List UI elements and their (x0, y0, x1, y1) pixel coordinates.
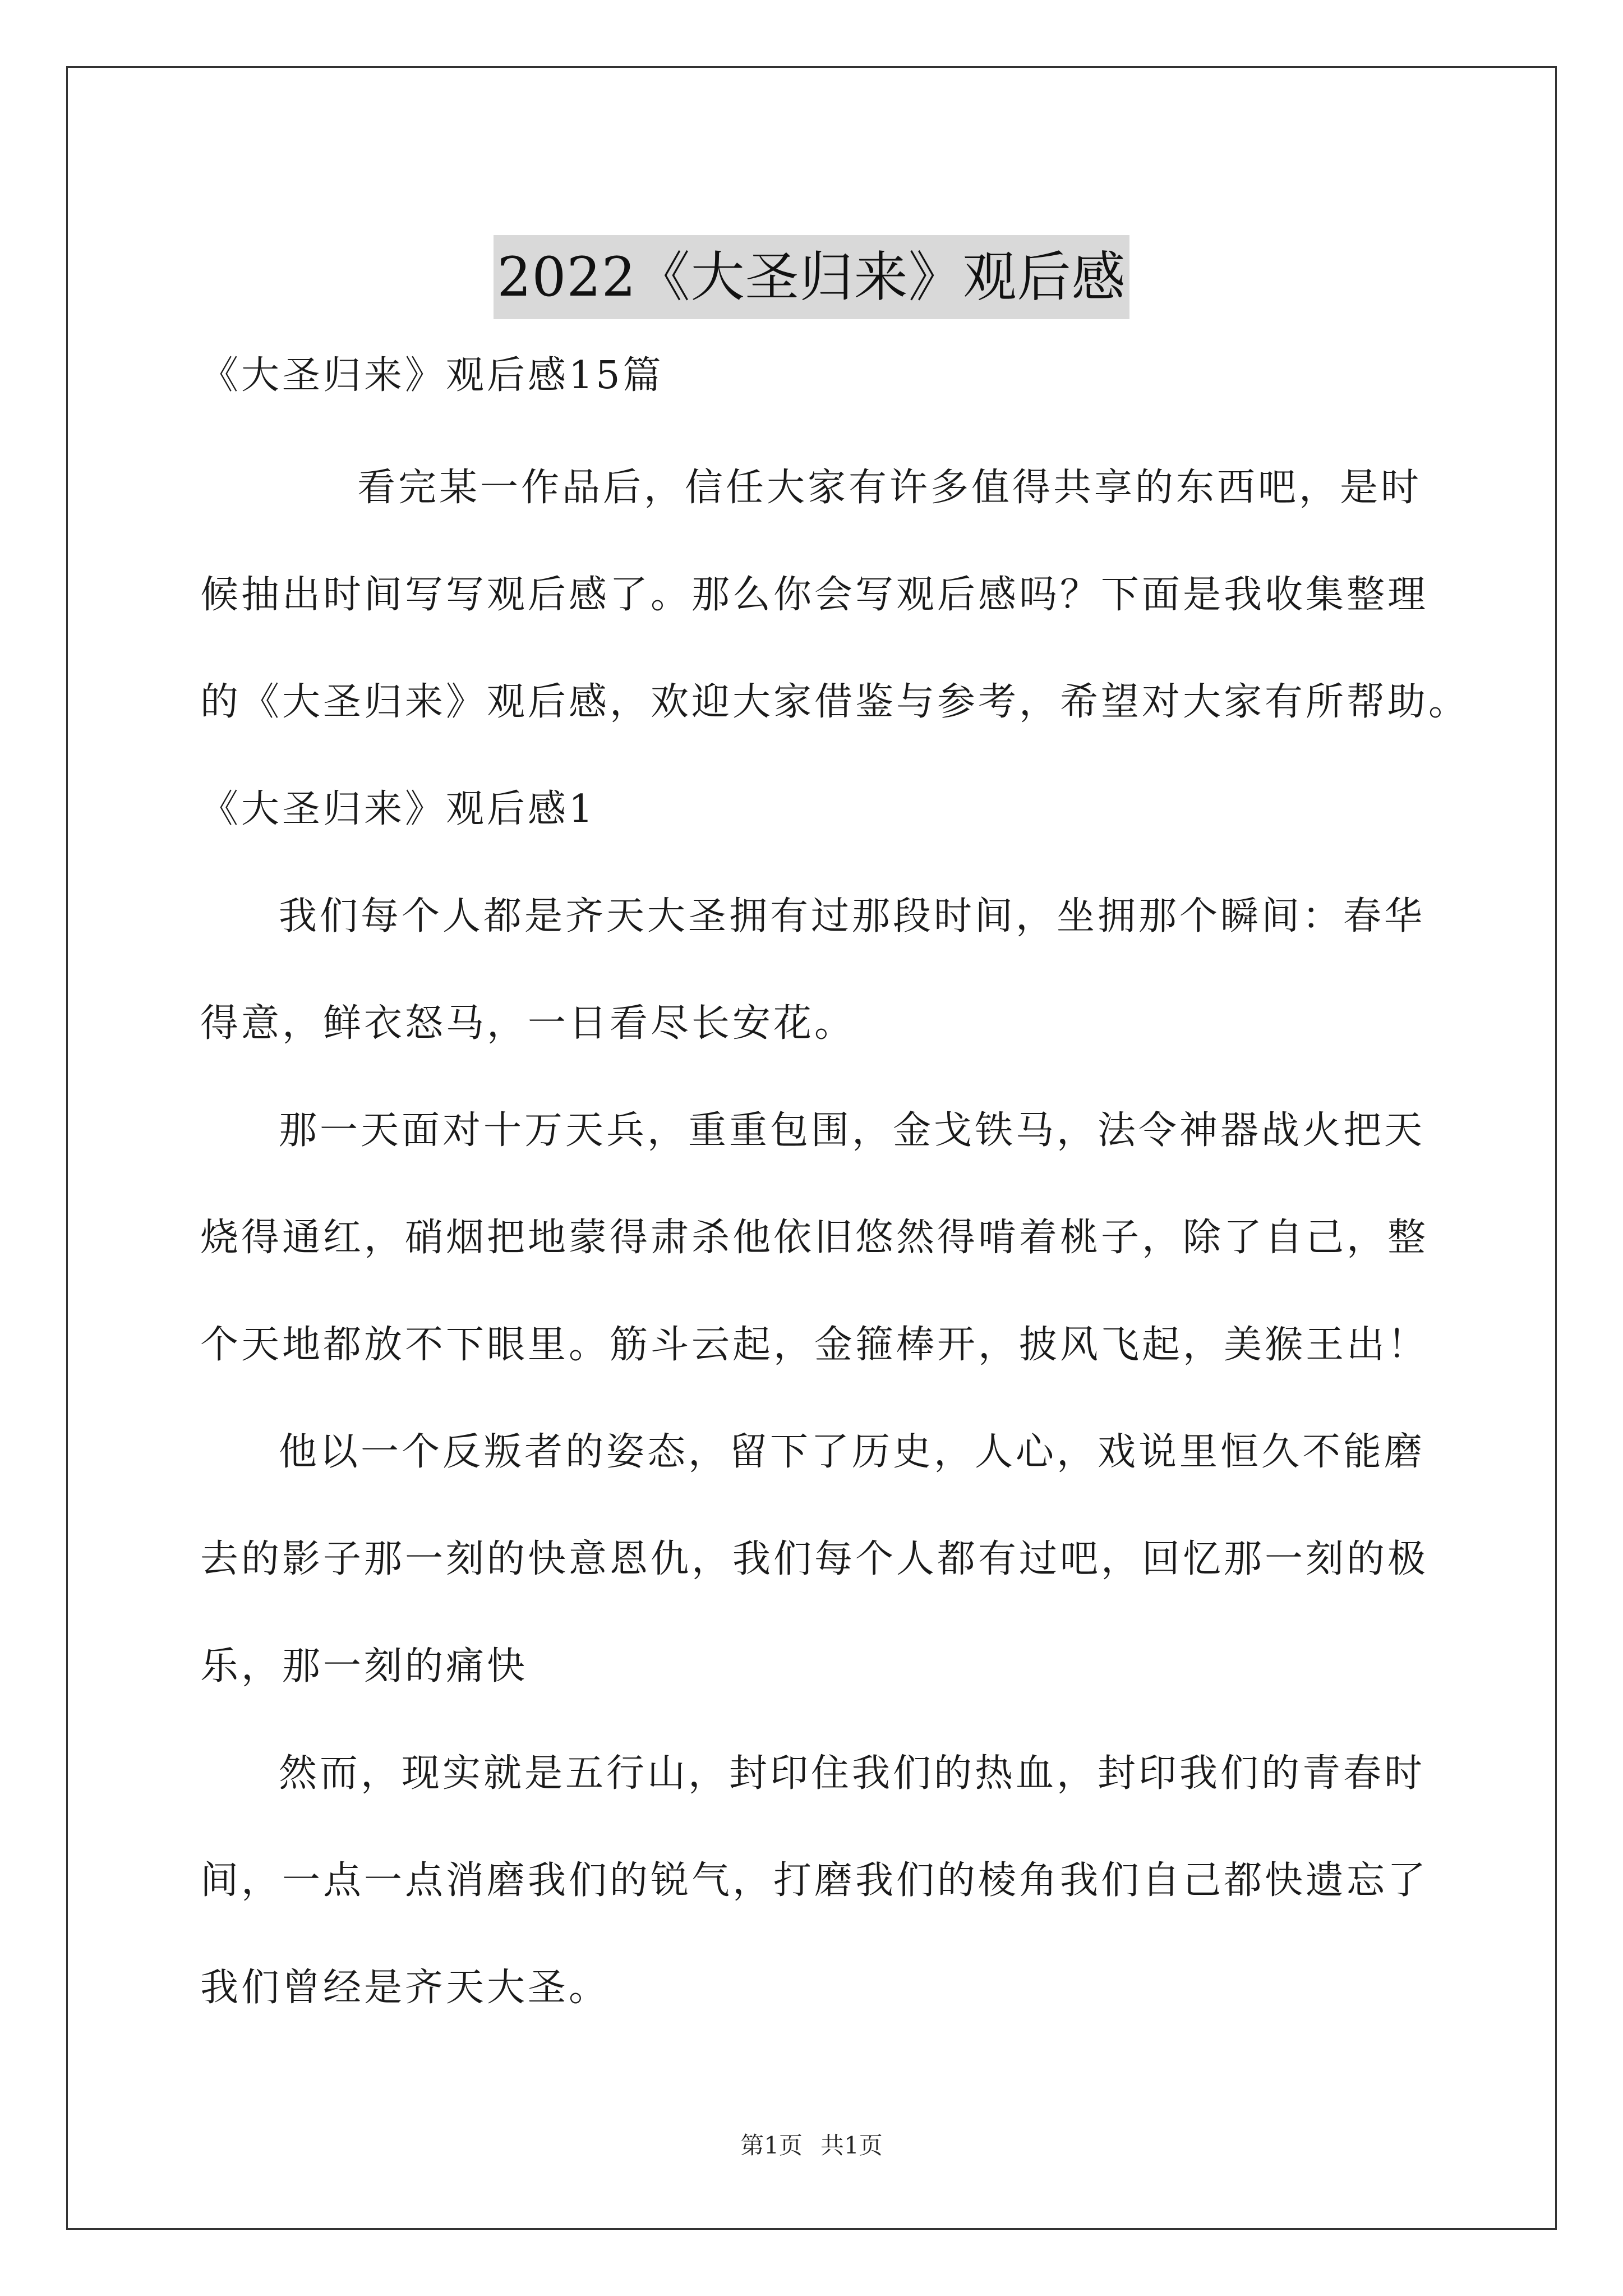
paragraph-line: 我们每个人都是齐天大圣拥有过那段时间，坐拥那个瞬间：春华 (279, 894, 1426, 938)
paragraph-line: 看完某一作品后，信任大家有许多值得共享的东西吧，是时 (357, 466, 1422, 510)
page-total: 共1页 (820, 2132, 883, 2159)
paragraph-line: 乐，那一刻的痛快 (200, 1644, 528, 1688)
title-container (0, 199, 1623, 356)
paragraph-line: 烧得通红，硝烟把地蒙得肃杀他依旧悠然得啃着桃子，除了自己，整 (200, 1216, 1429, 1260)
paragraph-line: 我们曾经是齐天大圣。 (200, 1966, 610, 2010)
document-title: 2022《大圣归来》观后感 (494, 235, 1129, 319)
paragraph-line: 然而，现实就是五行山，封印住我们的热血，封印我们的青春时 (279, 1751, 1426, 1796)
paragraph-line: 那一天面对十万天兵，重重包围，金戈铁马，法令神器战火把天 (279, 1108, 1426, 1153)
paragraph-line: 的《大圣归来》观后感，欢迎大家借鉴与参考，希望对大家有所帮助。 (200, 680, 1470, 724)
paragraph-line: 个天地都放不下眼里。筋斗云起，金箍棒开，披风飞起，美猴王出！ (200, 1323, 1429, 1367)
subtitle-line: 《大圣归来》观后感15篇 (200, 353, 664, 398)
page-footer (0, 2129, 1623, 2162)
paragraph-line: 得意，鲜衣怒马，一日看尽长安花。 (200, 1001, 856, 1046)
paragraph-line: 去的影子那一刻的快意恩仇，我们每个人都有过吧，回忆那一刻的极 (200, 1537, 1429, 1581)
page-number: 第1页 (740, 2132, 803, 2159)
paragraph-line: 间，一点一点消磨我们的锐气，打磨我们的棱角我们自己都快遗忘了 (200, 1858, 1429, 1903)
paragraph-line: 候抽出时间写写观后感了。那么你会写观后感吗？下面是我收集整理 (200, 573, 1429, 617)
section-heading: 《大圣归来》观后感1 (200, 787, 596, 831)
paragraph-line: 他以一个反叛者的姿态，留下了历史，人心，戏说里恒久不能磨 (279, 1430, 1426, 1474)
